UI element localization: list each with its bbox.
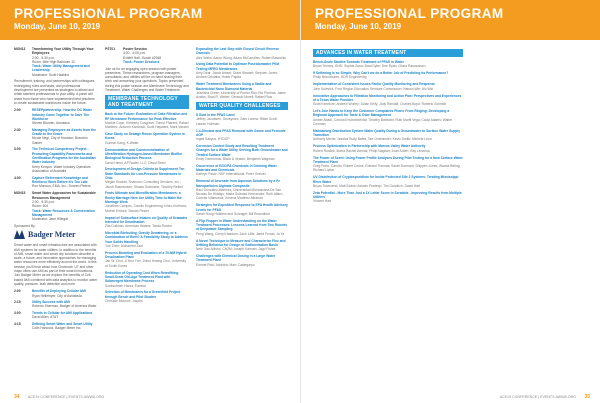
left-header [0,0,300,40]
list-item: Demonstration and Commercialization of Ultrafiltration Hydrogen-based Membrane Biofilm Biological Reduction Process David Himel, APTwater, LLC; David Reed [105,147,183,165]
session-rows [14,108,98,188]
list-item: Impact of Subsurface Intakes on Quality of Seawater Intended for Desalination Zita Dullman, American Waters; Tamla Rosine [105,215,188,229]
session2-rows [14,289,98,331]
left-column-3 [196,47,288,387]
left-footer [0,391,300,403]
page-number: 34 [14,394,20,400]
list-item: Challenges with Chemical Dosing in a Large Water Treatment Plant Emmet Rios; Adoniba; Marc Castegaryo [196,254,276,267]
list-item: Expanding the Last Step with Closed Circuit Reverse Osmosis Alex Wahs, Aaron Wong; Adam McCandliss; Robert Basechis [196,47,286,60]
page-date: Monday, June 10, 2019 [315,22,402,31]
list-item: A Novel Technique to Measure and Characterize Floc and Settling Behavior for Design of Sedimentation Basin Nebi Jiao Adisho, CH2M; Joseph Kannan; Jago Fisher [196,238,286,252]
badger-logo-icon [14,230,25,239]
list-item: Reduction of Operating Cost When Retrofitting Small-Scale Old-Age Treatment Plant with Submerged Membrane Process Sooksubhen Harsa; Eamwa [105,270,179,288]
list-item: Process Modeling and Evaluation of a 70-NM Hybrid Desalination Plant Jae W. Choi, Ji Hun Yun; Jinhui Hwang Choi, University of South Korea [105,250,187,268]
list-item: Occurrence of EDC/PA Chemicals in Drinking Water Materials and Chemicals Kathryn Peutz, NSF International; Peter Greiner [196,163,277,177]
list-item: Corrosion Control Study and Resulting Treatment Changes for a Water Utility Serving Both Groundwater and Treated Surface Water Emily Toomorrow, Black & Veatch; Benjamin Wagman [196,144,288,161]
list-item: A Flip Flopper in Water Understanding on the Water Treatment Processes: Lessons Learned from Two Rounds of Deepwater Sampling Peng Wang; Cheryl Hasdum; Zach Lillis; Jared Prossi; Ja Ya [196,218,287,236]
session-intro: Recruitment, training, and partnerships with colleagues, redesigning roles and tasks, and professional development are presented as strategies to attract and retain talented professionals to your utility. A panel will share from those who have implemented best practices to create sustainable workforces inside the future. [14,79,96,105]
page-title: PROFESSIONAL PROGRAM [315,6,504,21]
page-number: 35 [584,394,590,400]
sponsored-label: Sponsored By: [14,223,36,228]
right-column-1 [313,47,463,387]
table-row: 4:00 Capture Retirement Knowledge and Reinforce Work Before It's Too Late Ron Monson, EMA, Inc.; Doreen Pieters [14,175,91,189]
list-item: Development of Design Criteria to Supplement Ten State Standards for Low-Pressure Membranes in Ohio Megan Sinclair, Shannon; Consulting Services, Inc.; Jacob Rasmussen; Shaws Guttmann; Timothy Reikel [105,167,185,189]
table-row: 2:00 Benefits of Deploying Cellular AMI Ryan Hellemyer, City of Ashtabula [14,289,86,298]
list-item: Water Treatment Membranes Using a Stable and Bactericidal Nano Diamond Material Jeanisha Green, University of Puerto Rico Rio Piedras; Jaime Avalos; Brad R. Weber; Gerardo Morell; Rafael Rios [196,82,286,100]
footer-text: ACE19 CONFERENCE | EVENTS.AWWA.ORG [28,395,105,399]
sponsor-logo [14,230,98,239]
list-item: Strategies for Expedited Response to EPA Health Advisory Levels for PFAS Sarah Hong Hobbins and Schragel; Bill Rosenfield [196,203,288,216]
session-header: MON13 Transforming Your Utility Through Your Employees 2:00 - 5:30 p.m. Room: Mile High Ballroom 1C Track: Water Utility Management and Leadership Moderator: Scott Haskins [14,47,94,77]
right-header [301,0,600,40]
section-heading: MEMBRANE TECHNOLOGY AND TREATMENT [105,95,189,109]
table-row: 2:15 Utility Success with AMI Roberto Sherman, Badger of America Water [14,300,97,309]
sponsor-name: Badger Meter [28,229,76,239]
list-item: Microbial Biofouling, Gravity Dewatering, or a Combination of Both? A Feasibility Study to Address Your Solids Handling Yue Zhen; Mohamed Zaid [105,231,188,248]
list-item: UV Disinfection of Cryptosporidium for Inside Protected Site 2 Systems: Treating Mississippi River Water Bryan Townsend; Matt Evans; Ashwin Pradeep; Tim Goodrich; David Hart [313,175,459,188]
list-item: Implementation of Consistent Issues Factor Quality Monitoring and Response John Kulevick, Ford Region Education Services Commission; Nelson Win; Alu Win [313,82,435,91]
list-item: Fonts Ultimate and Microfiltration Membranes: a Rocky Marriage Here Are Utility Time to Make the Marriage Work Jonathan Campos, Carollo Engineering; Ichiro Kurihara; Morhei Kimura; Stevan Pester [105,191,187,213]
list-item: The Power of Scent: Using Power Profile Analyses During Pilot Testing for a New Surface Water Treatment Plant Greg Preto, Carollo; Robert Cerise; Edward Thomas; Sarah Dormant; Shippen Jones; Wanda Bitting; Richard Lipton [313,155,463,173]
list-item: Case Study on Sewage Reuse Operation System in Korea Gurmar Kang, K-Water [105,132,185,145]
list-item: If Softening is so Simple, Why Can't we do a Better Job of Predicting its Performance? Philip Brandhuber, HDR Engineering [313,71,449,80]
list-item: Using Data Potential to Optimize Poseidonwater Pilot Testing MFRO Membranes Amy Dear, Jacob Amsel; Grant Stewart; Stephen Jones; Andrea Ortolalia; Hoker Paptta [196,62,280,80]
section-heading: ADVANCES IN WATER TREATMENT [313,49,463,57]
list-item: Let's Join Hands to Keep the Customer Complaints Phone From Ringing: Developing a Regional Approach for Taste & Odor Management Amber Abadi, Corona Environmental; Timothy Bartrand; Ruth Marfil Vega; Cacip Adams; Walter Cooman [313,109,453,126]
list-item: Selection of Membranes for a Greenfield Project through Bench and Pilot Studies Chrisstie Mounce, Jacobs [105,290,181,303]
list-item: Zeta Potential - More Than Just a 1X Letter Score in Scrabble - Improving Results from Multiple Utilities Vincent Hart [313,190,462,204]
list-item: 1,4-Dioxane and PFAS Removal with Ozone and Peroxide AOP Ingrid Sakyus, HYDOP [196,128,286,142]
poster-header: PST01 Poster Session 3:00 - 4:00 p.m. Exhibit Hall - Booth #2948 Track: Poster Sessions [105,47,162,64]
page-title: PROFESSIONAL PROGRAM [14,6,203,21]
list-item: Maintaining Distribution System Water Quality During a Groundwater to Surface Water Supply Transition Anthony Merrie; Jessica Rudy Bates; Tarr Overlander; Kevin Smith; Michele Leon [313,128,461,142]
list-item: Innovative Approaches to Filtration Monitoring and Action Plan: Perspectives and Experiences of a Texas Water Provider Scott Kenmore; Andrew Worley; Julian Kelly; Jody Randall; Charles Boyd; Roberto Schmidt [313,93,462,107]
footer-text: ACE19 CONFERENCE | EVENTS.AWWA.ORG [499,395,576,399]
session2-intro: Smart water and smart infrastructure are associated with AMI systems for water utilities. In addition to the benefits of AMI, smart water and smart city solutions describe a scale, a future, and innovative approaches for managing water resources more efficiently around the world. In this session you'll hear about how Cincinnati, UT and other major cities use AMI as part of their smart innovations. Join Badger Meter as we explore the benefits of Cell-based AMI combined with data analytics to monitor water quality, pressure, leak detection and more. [14,243,98,286]
session2-header: MON15 Smart Water Approaches for Sustainable Resources Management 2:00 - 5:30 p.m. Room: 504 Track: Water Resources & Conservation Management Moderator: Jane Hillegat [14,191,96,222]
list-item: 8 Gold in the PFAS Lane! Jeffrey Jacobsen, Geosyntec; Sam Lorenz; Rikke Scott; Lauren Hollman [196,113,278,126]
left-column-2 [105,47,189,387]
section-heading: WATER QUALITY CHALLENGES [196,102,288,110]
list-item: Back to the Future: Evaluation of Cake Filtration and RF Membrane Performance for Peak Effective Mackie Cope, Kimberly Cosgrave; Tiamd Pharent; Rafael Martinez, Autumn Kaminski; Scott Hayward; Mark Vanzini [105,112,189,130]
list-item: Bench-Scale Studies Towards Treatment of PFAS in Water Bryan Tennes, GHD; Sophia Sosa; Brad Dyke; Dee Ryan; Gloria Rasmussen [313,60,426,69]
list-item: Removal of Arsenate from Aqueous Solutions by a Fe Nanoparticles Alginate Composite Raul Gonzalez-Martinez, Universidad Michoacana De San Nicolas De Hidalgo; Maria Soledad Hernandez; Ruth Alfaro-Cuevas Villanueva; Ximena Martinez-Miranda [196,179,284,201]
list-item: Process Optimization in Partnership with Marcus Valley Water Authority Robert Roalick, Ibarra Rachel Arenaz; Philip Nagdan; Joan Arden; Ray Lenzona [313,144,430,153]
table-row: 3:00 The Technical Competency Project - Promoting Capability Frameworks and Certification Programs for the Australian Water Industry Kerry Kenyon, Water Industry Operators Association of Australia [14,147,96,173]
right-footer [301,391,600,403]
left-column-1 [14,47,98,387]
right-page [300,0,600,403]
table-row: 2:00 RESEPpartnership: How the OC Water Industry Came Together to Save The Workforce Steven Blumen, Amusaco [14,108,92,126]
poster-intro: Join us for an engaging open session with poster presenters. These researchers, program managers, consultants, and utilities will be on hand sharing their work and answering your questions. Topics presented during this poster session are Membrane Technology and Treatment, Water Challenges and Water Treatment. [105,66,189,93]
page-date: Monday, June 10, 2019 [14,22,101,31]
table-row: 2:30 Managing Employees as Assets from the Cradle to the Grave Nicole Negi, City of Houston; Brandon Ganter [14,127,97,145]
table-row: 4:15 Defining Smart Water and Smart Utility Colin Hancock, Badger Meter Inc. [14,322,93,331]
table-row: 3:00 Trends in Cellular for AMI Applications David Allen, AT&T [14,311,93,320]
